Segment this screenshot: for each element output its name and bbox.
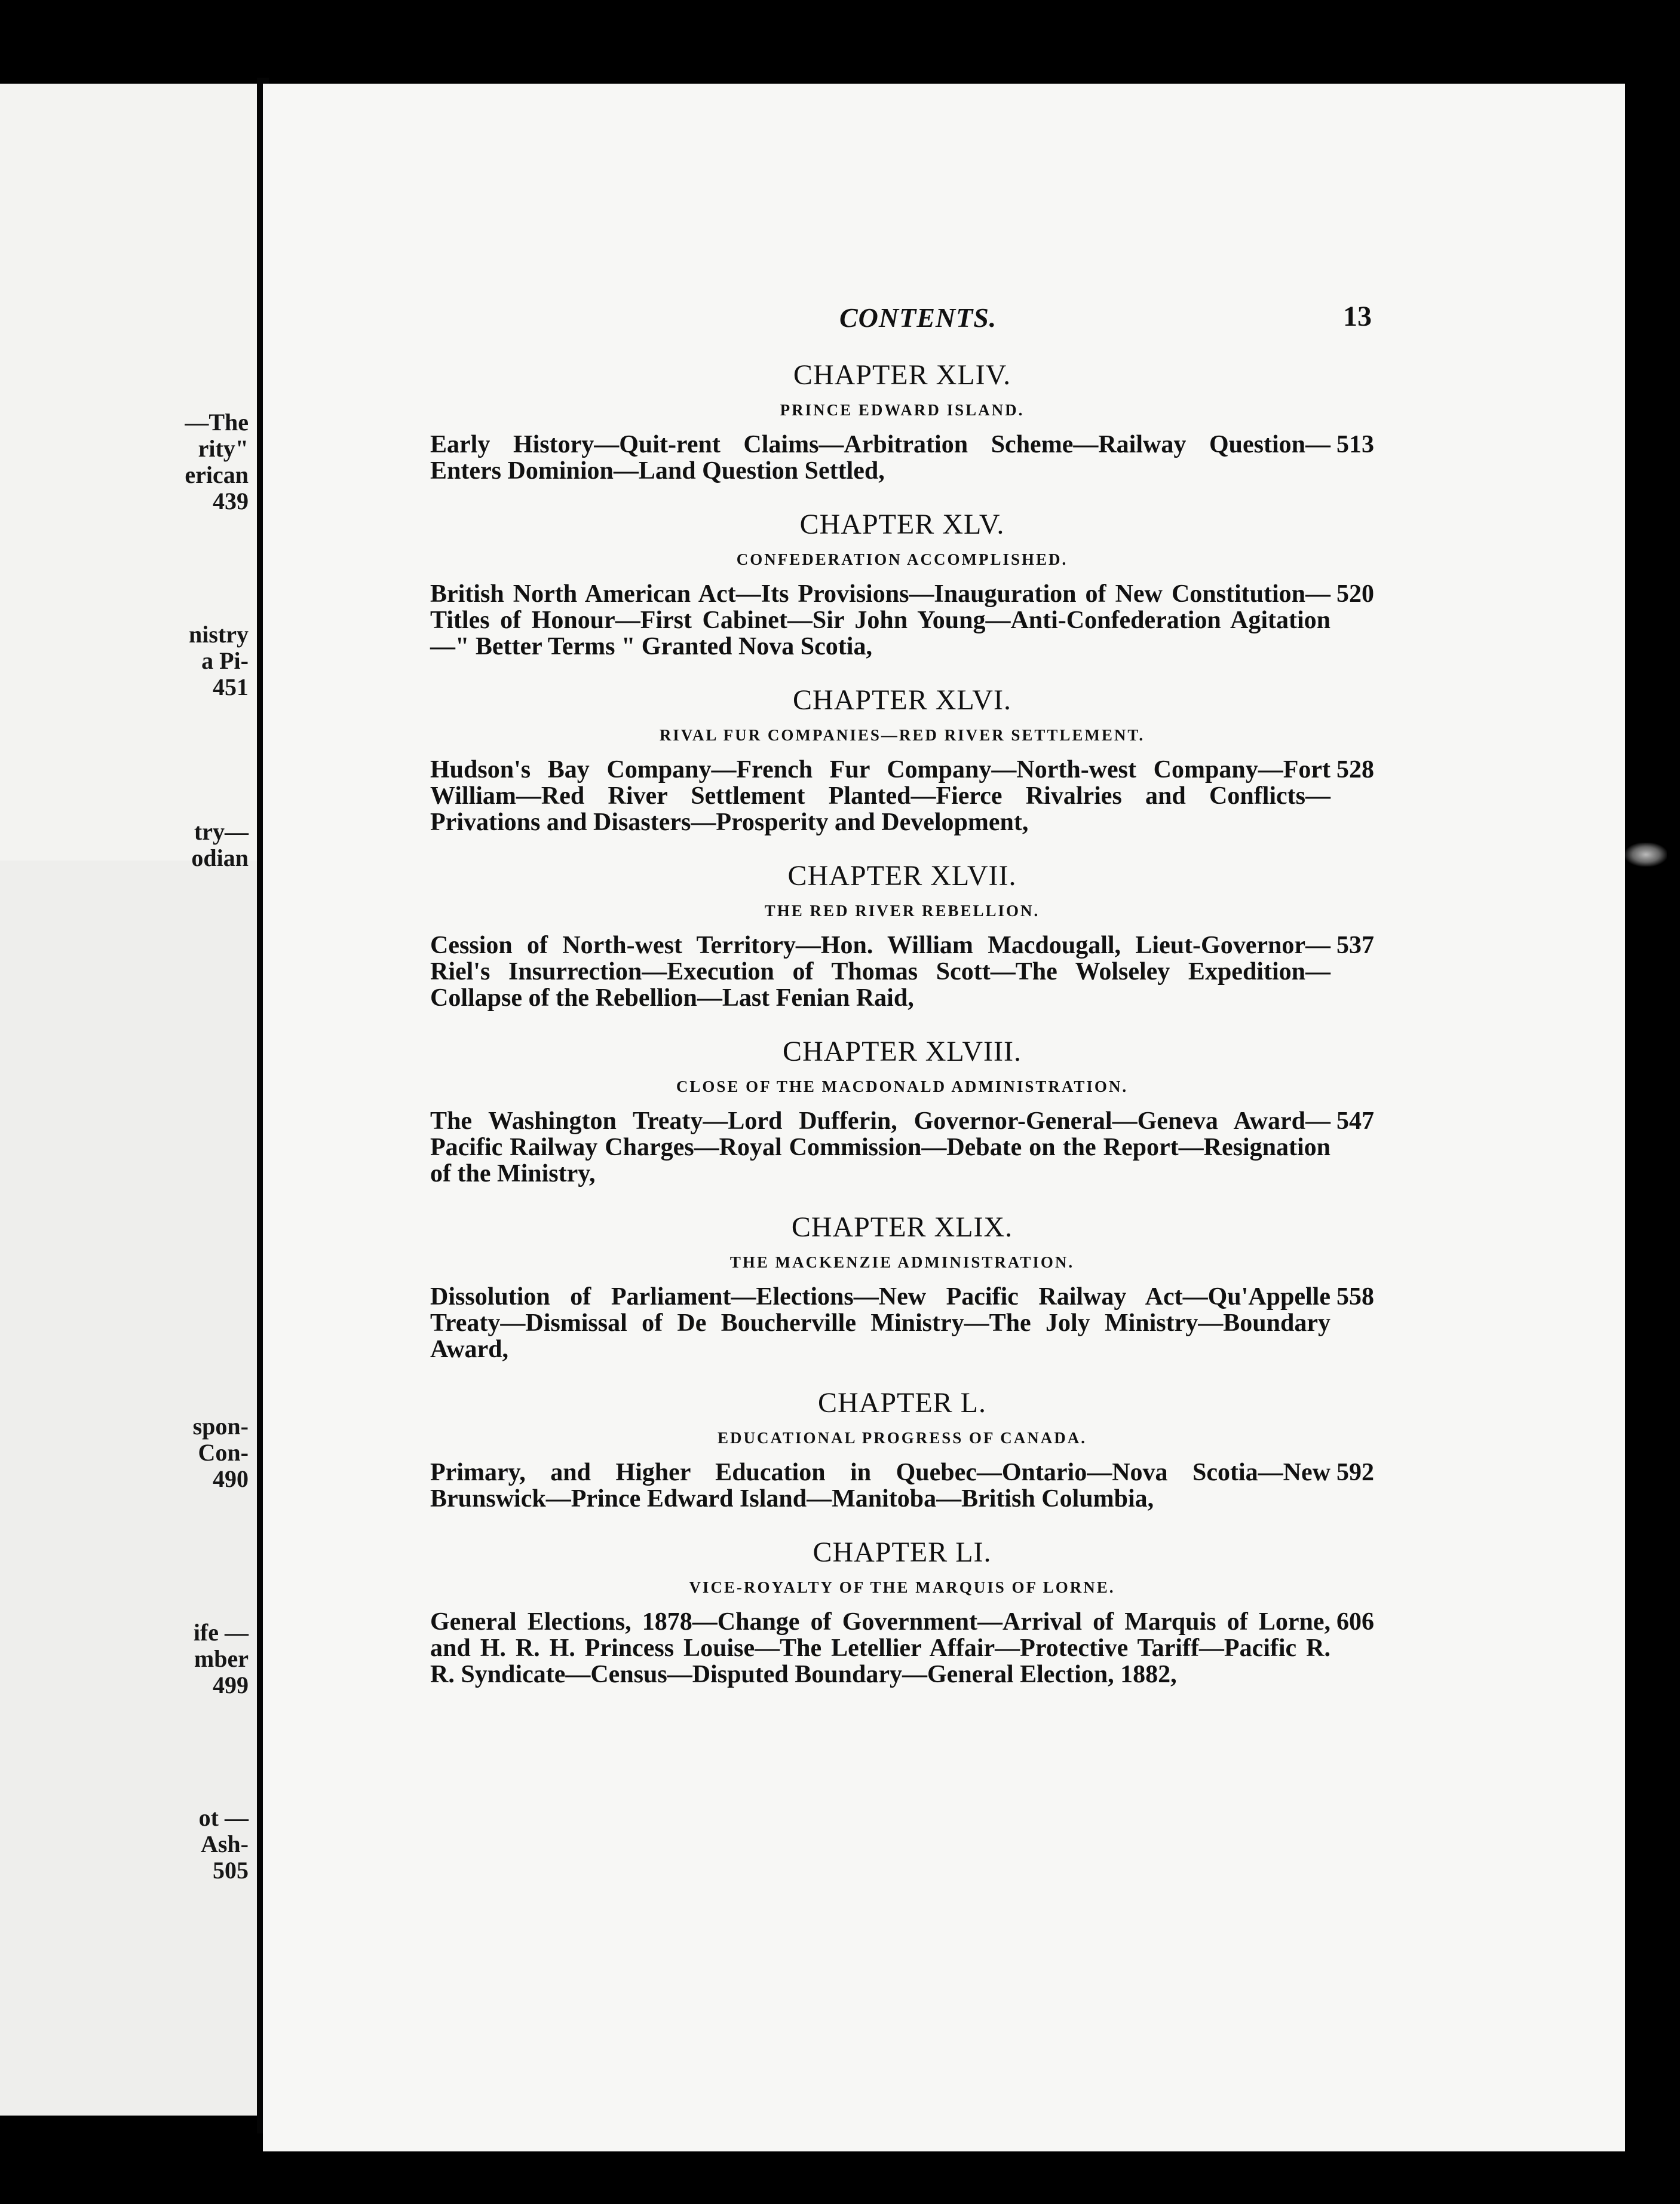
- chapter-summary: [430, 1609, 1374, 1688]
- fragment-line: a Pi-: [201, 647, 249, 674]
- chapter-title: CHAPTER LI.: [813, 1536, 992, 1568]
- chapter-subtitle: CONFEDERATION ACCOMPLISHED.: [736, 550, 1068, 568]
- summary-line: [430, 756, 1374, 836]
- summary-line: [430, 1459, 1374, 1513]
- chapter-title: CHAPTER XLIX.: [791, 1211, 1013, 1243]
- chapter-entry: [430, 1211, 1374, 1363]
- summary-text: The Washington Treaty—Lord Dufferin, Governor-General—Geneva Award—Pacific Railway Charges—Royal Commission—Debate on the Report—Resignation of the Ministry,: [430, 1107, 1330, 1187]
- chapter-title: CHAPTER XLVI.: [793, 684, 1011, 716]
- summary-line: [430, 1283, 1374, 1363]
- chapter-subtitle: THE RED RIVER REBELLION.: [764, 902, 1040, 920]
- chapter-summary: [430, 581, 1374, 660]
- chapter-subtitle: VICE-ROYALTY OF THE MARQUIS OF LORNE.: [689, 1578, 1115, 1596]
- chapter-subtitle: RIVAL FUR COMPANIES—RED RIVER SETTLEMENT.: [659, 726, 1145, 744]
- running-head: CONTENTS.: [839, 302, 997, 333]
- chapter-page-number: 537: [1336, 932, 1374, 959]
- margin-fragment: [194, 1620, 249, 1698]
- summary-text: Hudson's Bay Company—French Fur Company—North-west Company—Fort William—Red River Settlement Planted—Fierce Rivalries and Conflicts—Privations and Disasters—Prosperity and Development,: [430, 756, 1330, 836]
- fragment-line: odian: [191, 844, 249, 871]
- fragment-line: 439: [213, 488, 249, 515]
- margin-fragment: [193, 1413, 249, 1492]
- chapter-page-number: 513: [1336, 431, 1374, 458]
- summary-text: Cession of North-west Territory—Hon. William Macdougall, Lieut-Governor—Riel's Insurrection—Execution of Thomas Scott—The Wolseley Expedition—Collapse of the Rebellion—Last Fenian Raid,: [430, 932, 1330, 1012]
- summary-line: [430, 580, 1374, 660]
- chapter-summary: [430, 431, 1374, 484]
- margin-fragment: [189, 622, 249, 700]
- chapter-title: CHAPTER XLVII.: [787, 860, 1017, 892]
- margin-fragment: [185, 409, 249, 515]
- summary-line: [430, 431, 1374, 485]
- fragment-line: Ash-: [200, 1830, 249, 1857]
- chapter-entry: [430, 359, 1374, 484]
- chapter-entry: [430, 684, 1374, 835]
- fragment-line: Con-: [198, 1439, 249, 1466]
- summary-line: [430, 1608, 1374, 1688]
- fragment-line: rity": [198, 435, 249, 462]
- chapter-title: CHAPTER XLV.: [799, 509, 1005, 540]
- chapter-summary: [430, 1284, 1374, 1363]
- fragment-line: —The: [185, 409, 249, 436]
- chapter-summary: [430, 757, 1374, 835]
- chapter-title: CHAPTER L.: [817, 1387, 986, 1419]
- table-of-contents: [430, 359, 1374, 1712]
- fragment-line: ife —: [193, 1619, 249, 1646]
- chapter-page-number: 547: [1336, 1107, 1374, 1135]
- summary-text: Primary, and Higher Education in Quebec—Ontario—Nova Scotia—New Brunswick—Prince Edward Island—Manitoba—British Columbia,: [430, 1459, 1330, 1513]
- chapter-page-number: 606: [1336, 1608, 1374, 1636]
- page-edge-mark: [1625, 843, 1667, 867]
- summary-line: [430, 1107, 1374, 1187]
- fragment-line: 505: [213, 1857, 249, 1884]
- fragment-line: ot —: [198, 1804, 249, 1831]
- chapter-entry: [430, 1536, 1374, 1688]
- facing-page-left: [0, 84, 257, 2116]
- chapter-summary: [430, 932, 1374, 1011]
- chapter-summary: [430, 1108, 1374, 1187]
- chapter-subtitle: PRINCE EDWARD ISLAND.: [780, 401, 1025, 419]
- margin-fragment: [199, 1805, 249, 1884]
- chapter-subtitle: THE MACKENZIE ADMINISTRATION.: [729, 1253, 1075, 1271]
- fragment-line: 499: [213, 1672, 249, 1698]
- summary-text: Early History—Quit-rent Claims—Arbitration Scheme—Railway Question—Enters Dominion—Land Question Settled,: [430, 431, 1330, 485]
- fragment-line: spon-: [192, 1413, 249, 1440]
- chapter-page-number: 520: [1336, 580, 1374, 608]
- margin-fragment: [191, 819, 249, 871]
- chapter-summary: [430, 1459, 1374, 1512]
- chapter-entry: [430, 859, 1374, 1011]
- fragment-line: mber: [194, 1645, 249, 1672]
- chapter-entry: [430, 1386, 1374, 1512]
- page-number: 13: [1343, 301, 1372, 332]
- fragment-line: erican: [185, 461, 249, 488]
- summary-text: British North American Act—Its Provisions—Inauguration of New Constitution—Titles of Honour—First Cabinet—Sir John Young—Anti-Confederation Agitation—" Better Terms " Granted Nova Scotia,: [430, 580, 1330, 660]
- chapter-subtitle: CLOSE OF THE MACDONALD ADMINISTRATION.: [676, 1077, 1129, 1095]
- chapter-entry: [430, 1035, 1374, 1187]
- chapter-page-number: 558: [1336, 1283, 1374, 1311]
- summary-text: Dissolution of Parliament—Elections—New Pacific Railway Act—Qu'Appelle Treaty—Dismissal of De Boucherville Ministry—The Joly Ministry—Boundary Award,: [430, 1283, 1330, 1363]
- fragment-line: 451: [213, 674, 249, 700]
- fragment-line: try—: [194, 818, 249, 845]
- chapter-page-number: 592: [1336, 1459, 1374, 1486]
- chapter-entry: [430, 508, 1374, 660]
- summary-text: General Elections, 1878—Change of Government—Arrival of Marquis of Lorne, and H. R. H. Princess Louise—The Letellier Affair—Protective Tariff—Pacific R. R. Syndicate—Census—Disputed Boundary—General Election, 1882,: [430, 1608, 1330, 1688]
- summary-line: [430, 932, 1374, 1012]
- chapter-page-number: 528: [1336, 756, 1374, 783]
- chapter-title: CHAPTER XLIV.: [793, 359, 1011, 391]
- chapter-title: CHAPTER XLVIII.: [783, 1036, 1022, 1067]
- fragment-line: 490: [213, 1465, 249, 1492]
- fragment-line: nistry: [189, 621, 249, 648]
- chapter-subtitle: EDUCATIONAL PROGRESS OF CANADA.: [717, 1429, 1087, 1447]
